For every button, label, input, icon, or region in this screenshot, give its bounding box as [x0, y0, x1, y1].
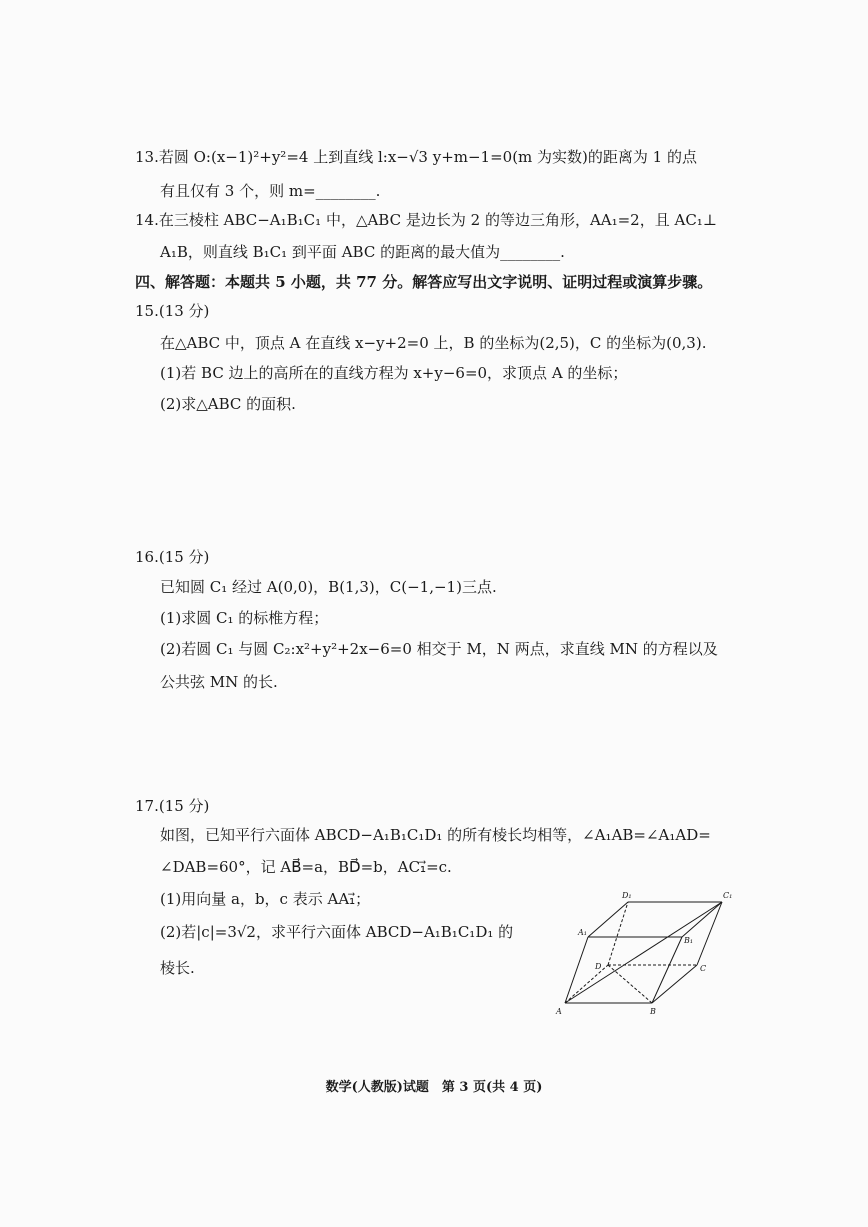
edge-B1C1: [682, 902, 722, 937]
q13-line-1: 13.若圆 O:(x−1)²+y²=4 上到直线 l:x−√3 y+m−1=0(m 为实数)的距离为 1 的点: [135, 148, 697, 166]
label-B: B: [650, 1007, 656, 1016]
q15-head: 15.(13 分): [135, 302, 210, 320]
label-D1: D₁: [622, 891, 632, 900]
q17-part-2-line-1: (2)若|c|=3√2，求平行六面体 ABCD−A₁B₁C₁D₁ 的: [160, 923, 514, 941]
q17-stem-line-2: ∠DAB=60°，记 AB⃗=a，BD⃗=b，AC₁⃗=c.: [160, 858, 452, 876]
q15-stem: 在△ABC 中，顶点 A 在直线 x−y+2=0 上，B 的坐标为(2,5)，C 的坐标为(0,3).: [160, 334, 707, 352]
q14-line-1: 14.在三棱柱 ABC−A₁B₁C₁ 中，△ABC 是边长为 2 的等边三角形，AA₁=2，且 AC₁⊥: [135, 211, 717, 229]
q15-part-1: (1)若 BC 边上的高所在的直线方程为 x+y−6=0，求顶点 A 的坐标；: [160, 364, 628, 382]
q13-line-2: 有且仅有 3 个，则 m=________.: [160, 182, 381, 200]
q15-part-2: (2)求△ABC 的面积.: [160, 395, 296, 413]
edge-CC1: [697, 902, 722, 965]
q17-part-1: (1)用向量 a，b，c 表示 AA₁⃗；: [160, 890, 371, 908]
label-A1: A₁: [578, 928, 587, 937]
parallelepiped-figure: [540, 885, 740, 1020]
edge-BC: [652, 965, 697, 1003]
q17-stem-line-1: 如图，已知平行六面体 ABCD−A₁B₁C₁D₁ 的所有棱长均相等，∠A₁AB=∠A₁AD=: [160, 826, 711, 844]
q16-head: 16.(15 分): [135, 548, 210, 566]
label-D: D: [595, 962, 602, 971]
q16-stem: 已知圆 C₁ 经过 A(0,0)，B(1,3)，C(−1,−1)三点.: [160, 578, 497, 596]
label-B1: B₁: [684, 936, 694, 945]
label-C: C: [700, 964, 707, 973]
q17-part-2-line-2: 棱长.: [160, 959, 195, 977]
label-A: A: [556, 1007, 562, 1016]
q14-line-2: A₁B，则直线 B₁C₁ 到平面 ABC 的距离的最大值为________.: [160, 243, 565, 261]
edge-BB1: [652, 937, 682, 1003]
q17-head: 17.(15 分): [135, 797, 210, 815]
q16-part-2-line-1: (2)若圆 C₁ 与圆 C₂:x²+y²+2x−6=0 相交于 M，N 两点，求直线 MN 的方程以及: [160, 640, 718, 658]
q16-part-2-line-2: 公共弦 MN 的长.: [160, 673, 278, 691]
hidden-edge-DD1: [608, 902, 628, 965]
page-footer: 数学(人教版)试题 第 3 页(共 4 页): [325, 1080, 543, 1095]
diagonal-AC1: [565, 902, 722, 1003]
label-C1: C₁: [723, 891, 733, 900]
q16-part-1: (1)求圆 C₁ 的标椎方程；: [160, 609, 329, 627]
section-heading: 四、解答题：本题共 5 小题，共 77 分。解答应写出文字说明、证明过程或演算步骤。: [135, 273, 713, 291]
